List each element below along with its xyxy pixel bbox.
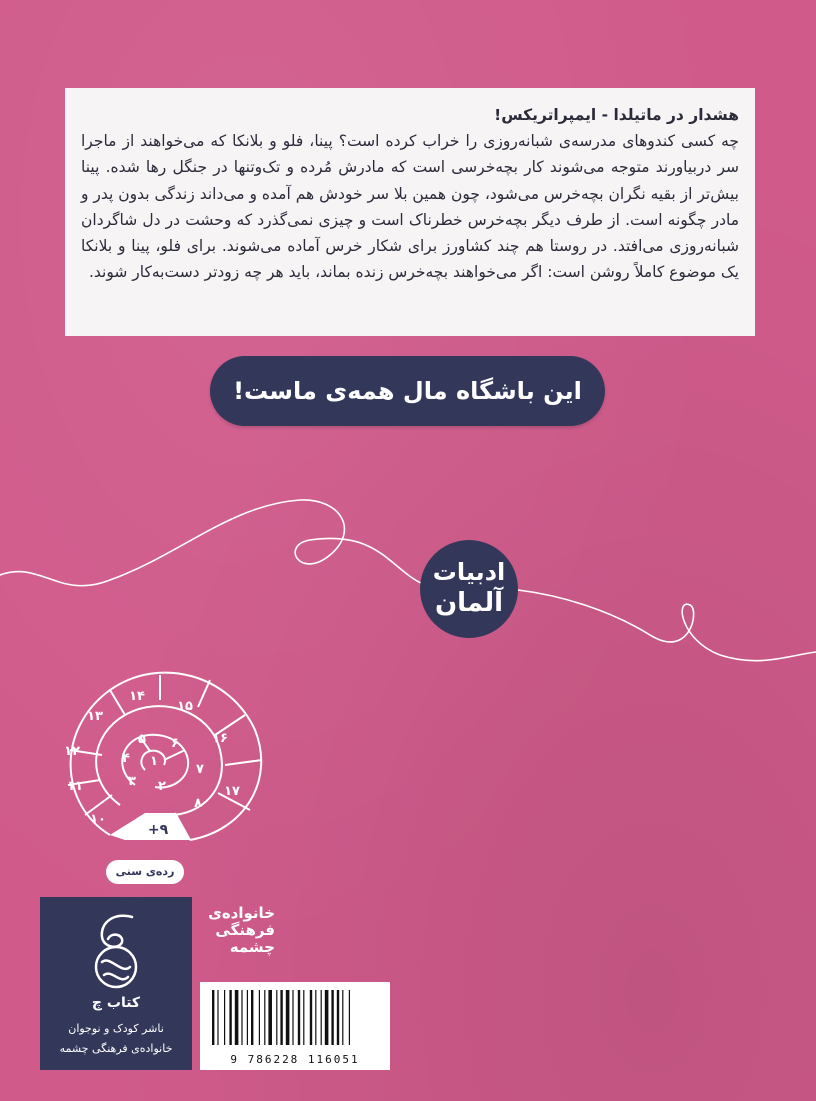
age-label-5: ۵	[138, 732, 146, 747]
age-label-4: ۴	[122, 751, 130, 766]
barcode	[200, 982, 390, 1070]
barcode-bars	[200, 982, 390, 1050]
age-label-11: ۱۱	[67, 779, 83, 794]
age-label-15: ۱۵	[177, 699, 193, 714]
age-wheel	[50, 655, 270, 865]
publisher-line2: خانواده‌ی فرهنگی چشمه	[59, 1042, 173, 1055]
age-label-6: ۶	[171, 736, 179, 751]
publisher-logo-text: کتاب چ	[91, 995, 141, 1011]
age-label-13: ۱۳	[87, 709, 103, 724]
publisher-brand: خانواده‌ی فرهنگی چشمه	[208, 904, 275, 956]
age-label-7: ۷	[196, 762, 204, 777]
publisher-logo-icon	[40, 897, 192, 1017]
age-label-12: ۱۲	[64, 744, 80, 759]
age-label-8: ۸	[194, 796, 202, 811]
age-label-14: ۱۴	[129, 689, 145, 704]
age-label-2: ۲	[158, 779, 166, 794]
category-badge	[420, 540, 518, 638]
category-line1: ادبیات	[432, 558, 506, 586]
blurb-title: هشدار در ماتیلدا - ایمپراتریکس!	[494, 106, 739, 124]
category-line2: آلمان	[434, 588, 504, 618]
tagline-pill: این باشگاه مال همه‌ی ماست!	[210, 356, 605, 426]
age-label-10: ۱۰	[90, 812, 106, 827]
age-highlight: +۹	[147, 822, 169, 838]
age-range-caption: رده‌ی سنی	[106, 860, 184, 884]
blurb-body: چه کسی کندوهای مدرسه‌ی شبانه‌روزی را خراب کرده است؟ پینا، فلو و بلانکا که می‌خواهند از ماجرا سر دربیاورند متوجه می‌شوند کار بچه‌خرسی است که مادرش مُرده و تک‌وتنها در جنگل رها شده. پینا بیش‌تر از بقیه نگران بچه‌خرس می‌شود، چون همین بلا سر خودش هم آمده و می‌داند زندگی بدون پدر و مادر چگونه است. از طرف دیگر بچه‌خرس خطرناک است و چیزی نمی‌گذرد که وحشت در دل شاگردان شبانه‌روزی می‌افتد. در روستا هم چند کشاورز برای شکار خرس آماده می‌شوند. برای فلو، پینا و بلانکا یک موضوع کاملاً روشن است: اگر می‌خواهند بچه‌خرس زنده بماند، باید هر چه زودتر دست‌به‌کار شوند.	[81, 132, 739, 282]
age-label-3: ۳	[128, 774, 136, 789]
age-label-17: ۱۷	[224, 784, 240, 799]
blurb-panel	[65, 88, 755, 336]
age-label-16: ۱۶	[212, 731, 228, 746]
publisher-line1: ناشر کودک و نوجوان	[68, 1022, 164, 1035]
publisher-box	[40, 897, 192, 1070]
age-label-1: ۱	[150, 754, 158, 769]
barcode-digits: 9 786228 116051	[230, 1053, 360, 1066]
